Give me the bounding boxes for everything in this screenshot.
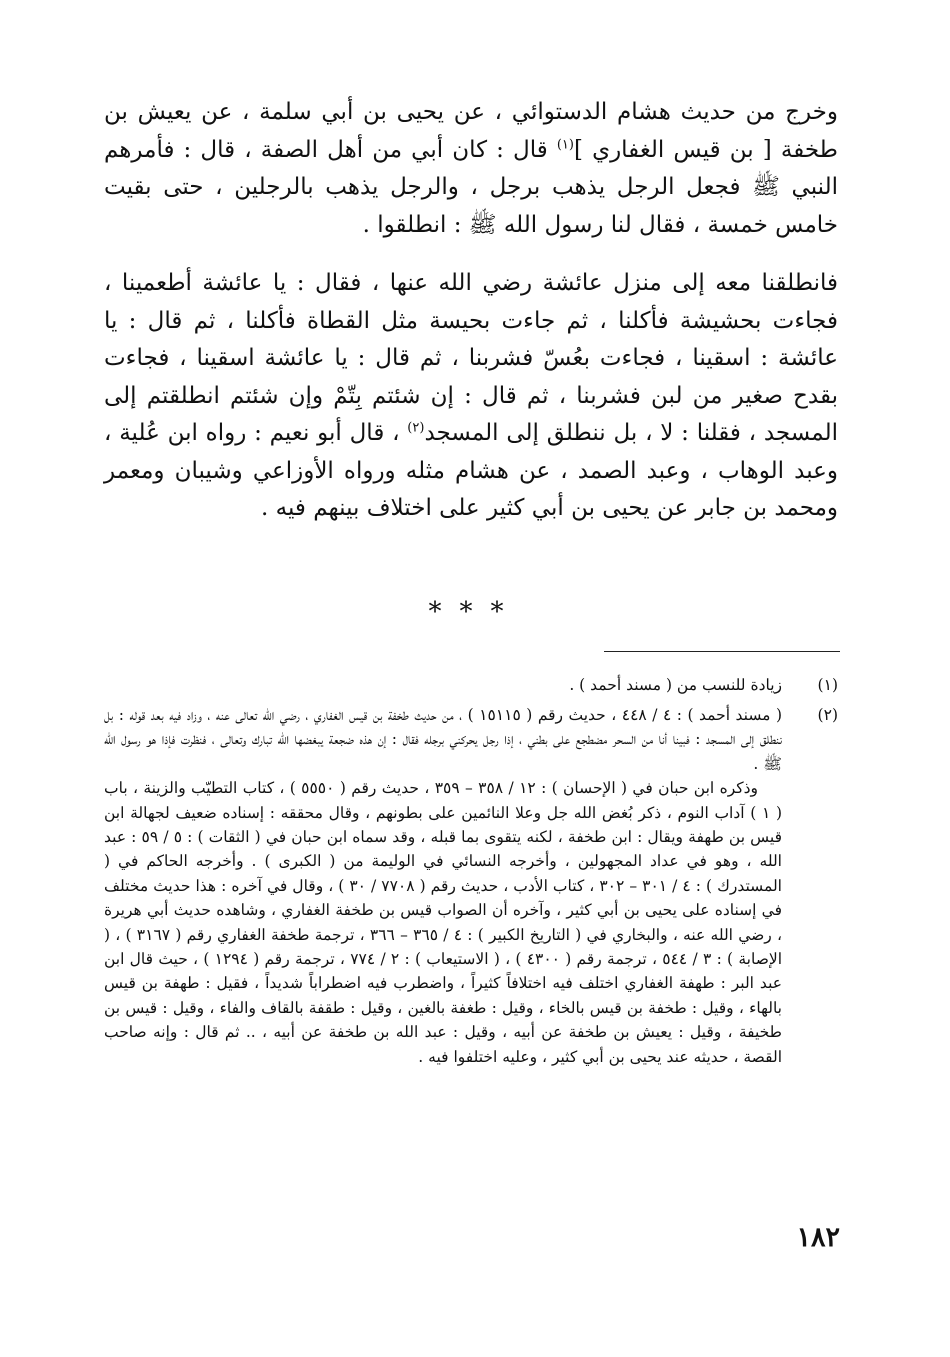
footnote-1 <box>104 673 838 697</box>
footnote-1-body <box>104 673 782 697</box>
paragraph-2-text-b: ، قال أبو نعيم : رواه ابن عُلية ، وعبد الوهاب ، وعبد الصمد ، عن هشام مثله ورواه الأوزاعي وشيبان ومعمر ومحمد بن جابر عن يحيى بن أبي كثير على اختلاف بينهم فيه . <box>104 420 838 521</box>
main-paragraph-1 <box>104 94 838 244</box>
paragraph-1-text-a: وخرج من حديث هشام الدستوائي ، عن يحيى بن أبي سلمة ، عن يعيش بن طخفة [ بن قيس الغفاري ] <box>104 99 838 163</box>
page-number: ١٨٢ <box>796 1222 840 1253</box>
footnote-divider <box>604 651 840 652</box>
footnote-2-paragraph-2: وذكره ابن حبان في ( الإحسان ) : ١٢ / ٣٥٨ – ٣٥٩ ، حديث رقم ( ٥٥٥٠ ) ، كتاب التطيّب والزينة ، باب ( ١ ) آداب النوم ، ذكر بُغض الله جل وعلا النائمين على بطونهم ، وقال محققه : إسناده ضعيف لجهالة ابن قيس بن طهفة ويقال : ابن طخفة ، لكنه يتقوى بما قبله ، وقد سماه ابن حبان في ( الثقات ) : ٥ / ٥٩ : عبد الله ، وهو في عداد المجهولين ، وأخرجه النسائي في الوليمة من ( الكبرى ) . وأخرجه الحاكم في ( المستدرك ) : ٤ / ٣٠١ – ٣٠٢ ، كتاب الأدب ، حديث رقم ( ٧٧٠٨ / ٣٠ ) ، وقال في آخره : هذا حديث مختلف في إسناده على يحيى بن أبي كثير ، وآخره أن الصواب قيس بن طخفة الغفاري ، وشاهده حديث أبي هريرة ، رضي الله عنه ، والبخاري في ( التاريخ الكبير ) : ٤ / ٣٦٥ – ٣٦٦ ، ترجمة طخفة الغفاري رقم ( ٣١٦٧ ) ، ( الإصابة ) : ٣ / ٥٤٤ ، ترجمة رقم ( ٤٣٠٠ ) ، ( الاستيعاب ) : ٢ / ٧٧٤ ، ترجمة رقم ( ١٢٩٤ ) ، حيث قال ابن عبد البر : طهفة الغفاري اختلف فيه اختلافاً كثيراً ، واضطرب فيه اضطراباً شديداً ، فقيل : طهفة بن قيس بالهاء ، وقيل : طخفة بن قيس بالخاء ، وقيل : طغفة بالغين ، وقيل : طقفة بالقاف والفاء ، وقيل : قيس بن طخيفة ، وقيل : يعيش بن طخفة عن أبيه ، وقيل : عبد الله بن طخفة عن أبيه ، .. ثم قال : وإنه صاحب القصة ، حديثه عند يحيى بن أبي كثير ، وعليه اختلفوا فيه . <box>104 779 783 1066</box>
footnote-2-paragraph-1: ( مسند أحمد ) : ٤ / ٤٤٨ ، حديث رقم ( ١٥١١٥ ) ، من حديث طخفة بن قيس الغفاري ، رضي الله تعالى عنه ، وزاد فيه بعد قوله : بل ننطلق إلى المسجد : فبينا أنا من السحر مضطجع على بطني ، إذا رجل يحركني برجله فقال : إن هذه ضجعة يبغضها الله تبارك وتعالى ، فنظرت فإذا هو رسول الله ﷺ . <box>104 706 783 773</box>
footnote-1-text: زيادة للنسب من ( مسند أحمد ) . <box>569 676 782 694</box>
footnote-ref-2: (٢) <box>407 420 425 436</box>
paragraph-1-text-b: قال : كان أبي من أهل الصفة ، قال : فأمرهم النبي ﷺ فجعل الرجل يذهب برجل ، والرجل يذهب بالرجلين ، حتى بقيت خامس خمسة ، فقال لنا رسول الله ﷺ : انطلقوا . <box>104 136 838 238</box>
paragraph-2-text-a: فانطلقنا معه إلى منزل عائشة رضي الله عنها ، فقال : يا عائشة أطعمينا ، فجاءت بحشيشة فأكلنا ، ثم جاءت بحيسة مثل القطاة فأكلنا ، ثم قال : يا عائشة : اسقينا ، فجاءت بعُسّ فشربنا ، ثم قال : يا عائشة اسقينا ، فجاءت بقدح صغير من لبن فشربنا ، ثم قال : إن شئتم بِتّمْ وإن شئتم انطلقتم إلى المسجد ، فقلنا : لا ، بل ننطلق إلى المسجد <box>104 270 838 446</box>
footnote-2-number: (٢) <box>817 706 838 724</box>
footnote-ref-1: (١) <box>556 136 574 152</box>
footnote-1-number: (١) <box>817 676 838 694</box>
section-separator: *** <box>428 597 522 627</box>
footnote-2-body <box>104 703 782 1069</box>
main-paragraph-2 <box>104 265 838 528</box>
footnote-2 <box>104 703 838 1069</box>
